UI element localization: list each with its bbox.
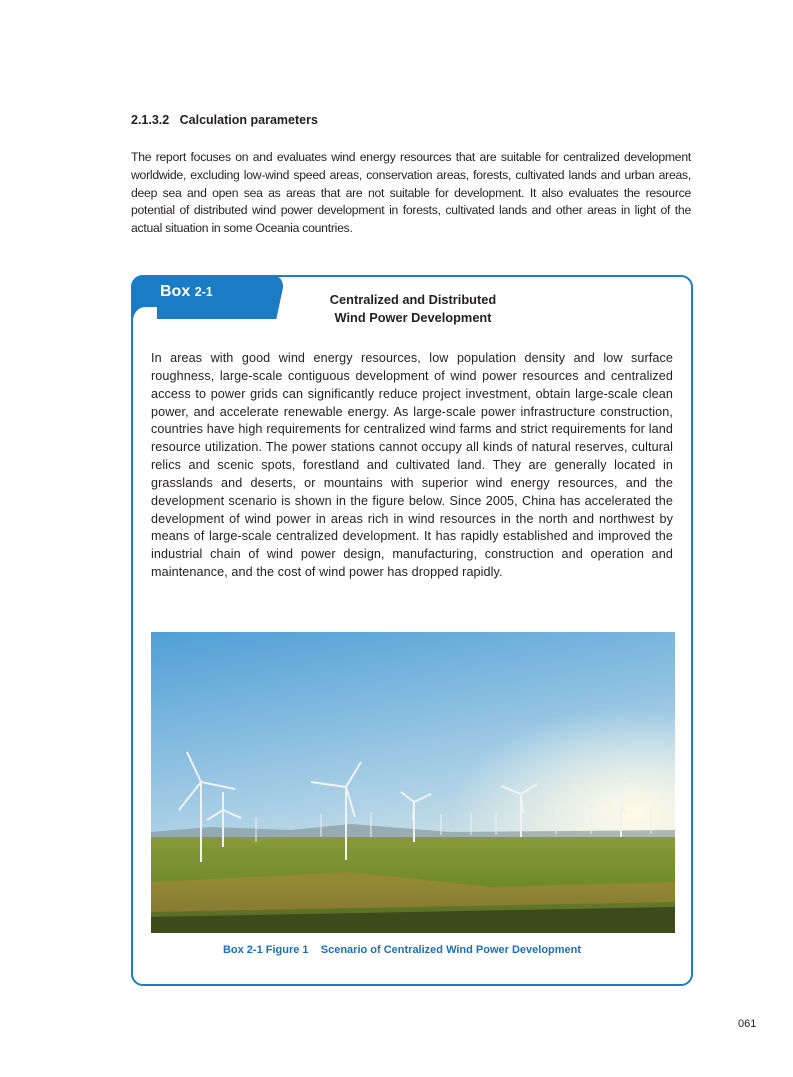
box-title [283, 291, 543, 326]
section-heading: 2.1.3.2 Calculation parameters [131, 113, 318, 127]
figure-caption: Box 2-1 Figure 1 Scenario of Centralized Wind Power Development [222, 944, 582, 956]
page-number: 061 [738, 1018, 757, 1030]
tab-curve [131, 307, 157, 327]
box-2-1 [131, 275, 693, 986]
wind-farm-photo [151, 632, 675, 933]
section-paragraph: The report focuses on and evaluates wind energy resources that are suitable for centralized development worldwide, excluding low-wind speed areas, conservation areas, forests, cultivated lands and urban areas, deep sea and open sea as areas that are not suitable for development. It also evaluates the resource potential of distributed wind power development in forests, cultivated lands and other areas in light of the actual situation in some Oceania countries. [131, 150, 691, 236]
box-title-line1: Centralized and Distributed [329, 292, 497, 307]
box-number: 2-1 [194, 285, 213, 299]
box-label [160, 283, 213, 301]
box-label-text: Box [160, 283, 191, 300]
box-title-line2: Wind Power Development [334, 309, 492, 325]
box-body: In areas with good wind energy resources, low population density and low surface roughness, large-scale contiguous development of wind power resources and centralized access to power grids can significantly reduce project investment, obtain large-scale clean power, and accelerate renewable energy. As large-scale power infrastructure construction, countries have high requirements for centralized wind farms and strict requirements for land resource utilization. The power stations cannot occupy all kinds of natural reserves, cultural relics and scenic spots, forestland and cultivated land. They are generally located in grasslands and deserts, or mountains with superior wind energy resources, and the development scenario is shown in the figure below. Since 2005, China has accelerated the development of wind power in areas rich in wind resources in the north and northwest by means of large-scale centralized development. It has rapidly established and improved the industrial chain of wind power design, manufacturing, construction and operation and maintenance, and the cost of wind power has dropped rapidly. [151, 351, 673, 580]
